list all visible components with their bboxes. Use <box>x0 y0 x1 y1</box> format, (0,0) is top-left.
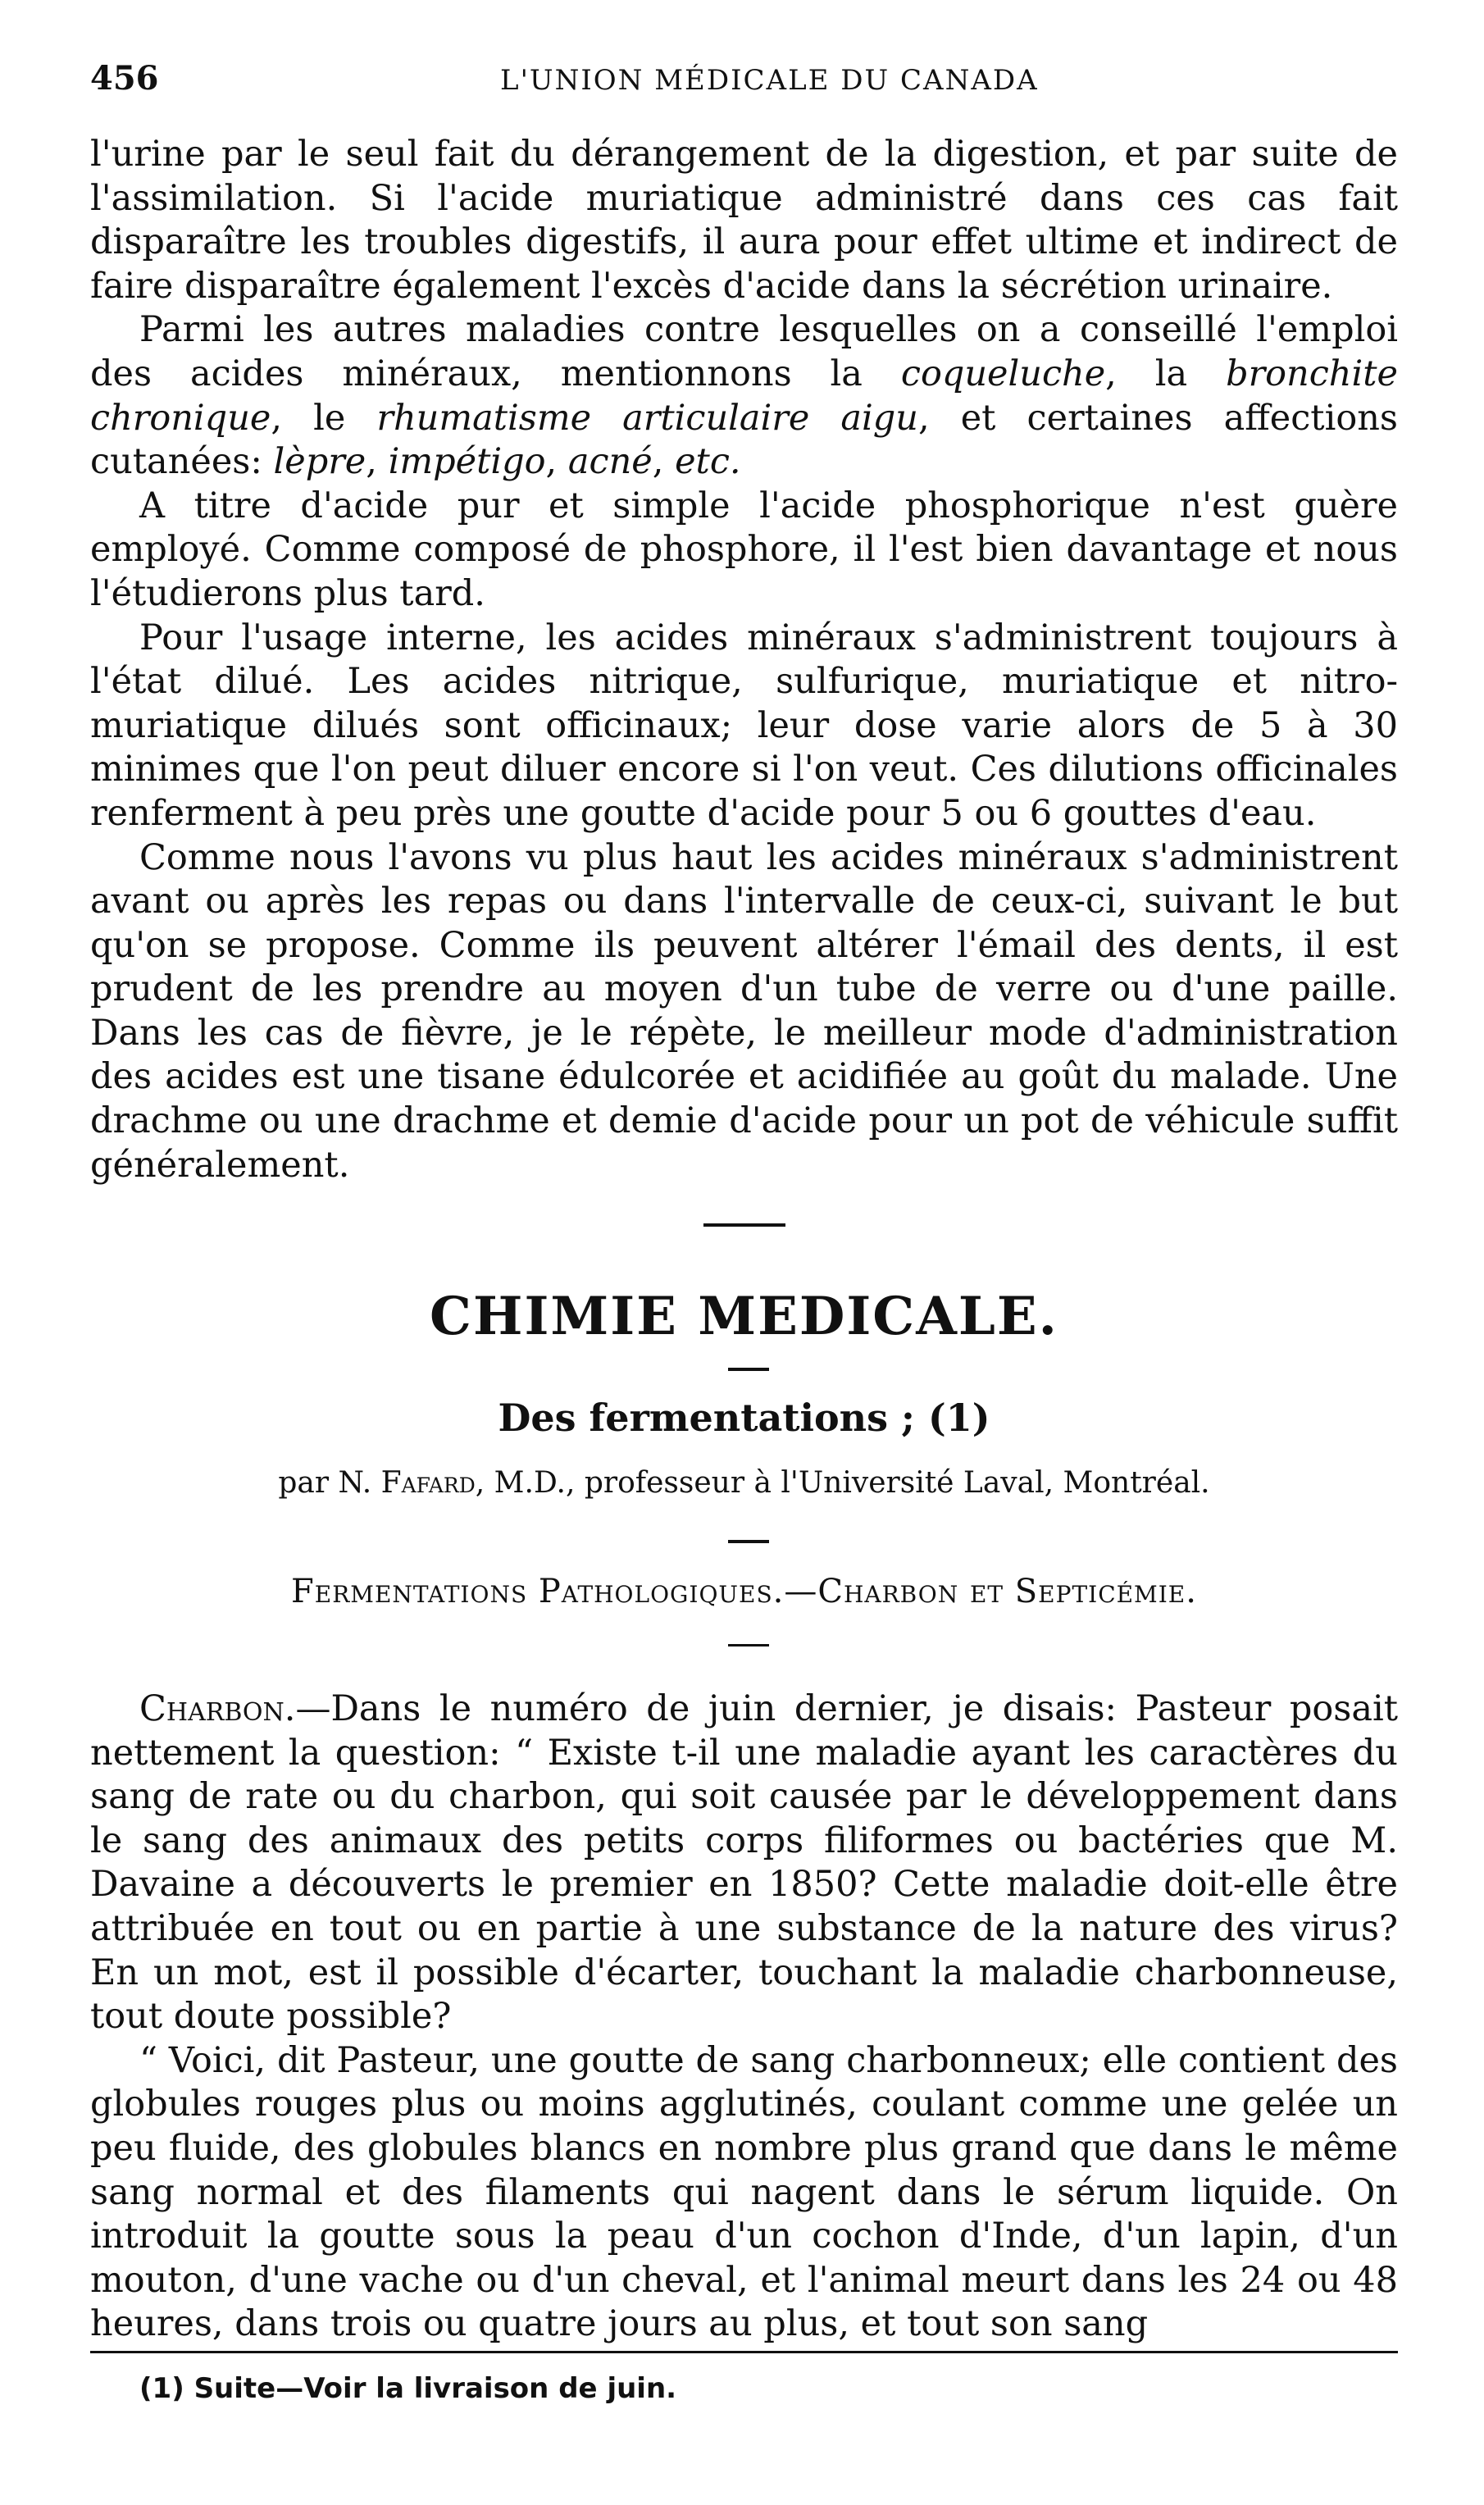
text-run: , le <box>271 397 377 439</box>
text-run: , et certaines affections cutanées: <box>90 397 1398 483</box>
journal-title: L'UNION MÉDICALE DU CANADA <box>500 64 1039 97</box>
italic-term: bronchite chronique <box>90 353 1398 439</box>
running-head <box>90 59 1402 108</box>
subsection-heading: Fermentations Pathologiques.—Charbon et Septicémie. <box>291 1573 1197 1610</box>
byline-divider <box>728 1540 769 1543</box>
paragraph-lead: Charbon. <box>139 1688 296 1729</box>
italic-term: coqueluche <box>900 353 1106 394</box>
text-run: , la <box>1105 353 1227 394</box>
footnote-rule <box>90 2351 1398 2353</box>
paragraph: l'urine par le seul fait du dérangement de la digestion, et par suite de l'assimilation. Si l'acide muriatique administré dans ces cas fait disparaître les troubles digestifs, il aura pour effet ultime et indirect de faire disparaître également l'excès d'acide dans la sécrétion urinaire. <box>90 134 1398 307</box>
italic-term: etc. <box>675 441 741 483</box>
text-run: , <box>652 441 676 483</box>
text-run: —Dans le numéro de juin dernier, je disais: Pasteur posait nettement la question: “ Existe t-il une maladie ayant les caractères du sang de rate ou du charbon, qui soit causée par le développement dans le sang des animaux des petits corps filiformes ou bactéries que M. Davaine a découverts le premier en 1850? Cette maladie doit-elle être attribuée en tout ou en partie à une substance de la nature des virus? En un mot, est il possible d'écarter, touchant la maladie charbonneuse, tout doute possible? <box>90 1688 1398 2038</box>
author-name: Fafard <box>380 1466 476 1500</box>
byline <box>90 1466 1398 1500</box>
paragraph: “ Voici, dit Pasteur, une goutte de sang charbonneux; elle contient des globules rouges plus ou moins agglutinés, coulant comme une gelée un peu fluide, des globules blancs en nombre plus grand que dans le même sang normal et des filaments qui nagent dans le sérum liquide. On introduit la goutte sous la peau d'un cochon d'Inde, d'un lapin, d'un mouton, d'une vache ou d'un cheval, et l'animal meurt dans les 24 ou 48 heures, dans trois ou quatre jours au plus, et tout son sang <box>90 2039 1398 2345</box>
italic-term: lèpre <box>273 441 366 483</box>
title-divider <box>728 1368 769 1371</box>
article-text <box>90 1687 1398 2347</box>
paragraph: A titre d'acide pur et simple l'acide phosphorique n'est guère employé. Comme composé de phosphore, il l'est bien davantage et nous l'étudierons plus tard. <box>90 485 1398 614</box>
section-divider <box>703 1223 785 1227</box>
italic-term: impétigo <box>388 441 546 483</box>
text-run: , <box>545 441 568 483</box>
byline-affiliation: , M.D., professeur à l'Université Laval, Montréal. <box>475 1466 1210 1500</box>
italic-term: acné <box>567 441 653 483</box>
text-run: Parmi les autres maladies contre lesquelles on a conseillé l'emploi des acides minéraux, mentionnons la <box>90 309 1398 394</box>
page-number: 456 <box>90 59 159 98</box>
footnote: (1) Suite—Voir la livraison de juin. <box>139 2372 677 2405</box>
byline-prefix: par N. <box>278 1466 381 1500</box>
article-title: Des fermentations ; (1) <box>498 1396 990 1440</box>
paragraph: Pour l'usage interne, les acides minéraux s'administrent toujours à l'état dilué. Les acides nitrique, sulfurique, muriatique et nitro-muriatique dilués sont officinaux; leur dose varie alors de 5 à 30 minimes que l'on peut diluer encore si l'on veut. Ces dilutions officinales renferment à peu près une goutte d'acide pour 5 ou 6 gouttes d'eau. <box>90 617 1398 834</box>
continued-text <box>90 133 1398 1187</box>
italic-term: rhumatisme articulaire aigu <box>376 397 918 439</box>
text-run: , <box>366 441 389 483</box>
paragraph: Comme nous l'avons vu plus haut les acides minéraux s'administrent avant ou après les repas ou dans l'intervalle de ceux-ci, suivant le but qu'on se propose. Comme ils peuvent altérer l'émail des dents, il est prudent de les prendre au moyen d'un tube de verre ou d'une paille. Dans les cas de fièvre, je le répète, le meilleur mode d'administration des acides est une tisane édulcorée et acidifiée au goût du malade. Une drachme ou une drachme et demie d'acide pour un pot de véhicule suffit généralement. <box>90 836 1398 1186</box>
subsection-divider <box>728 1644 769 1646</box>
section-title: CHIMIE MEDICALE. <box>430 1286 1058 1347</box>
paragraph <box>90 1687 1398 2039</box>
paragraph <box>90 308 1398 484</box>
